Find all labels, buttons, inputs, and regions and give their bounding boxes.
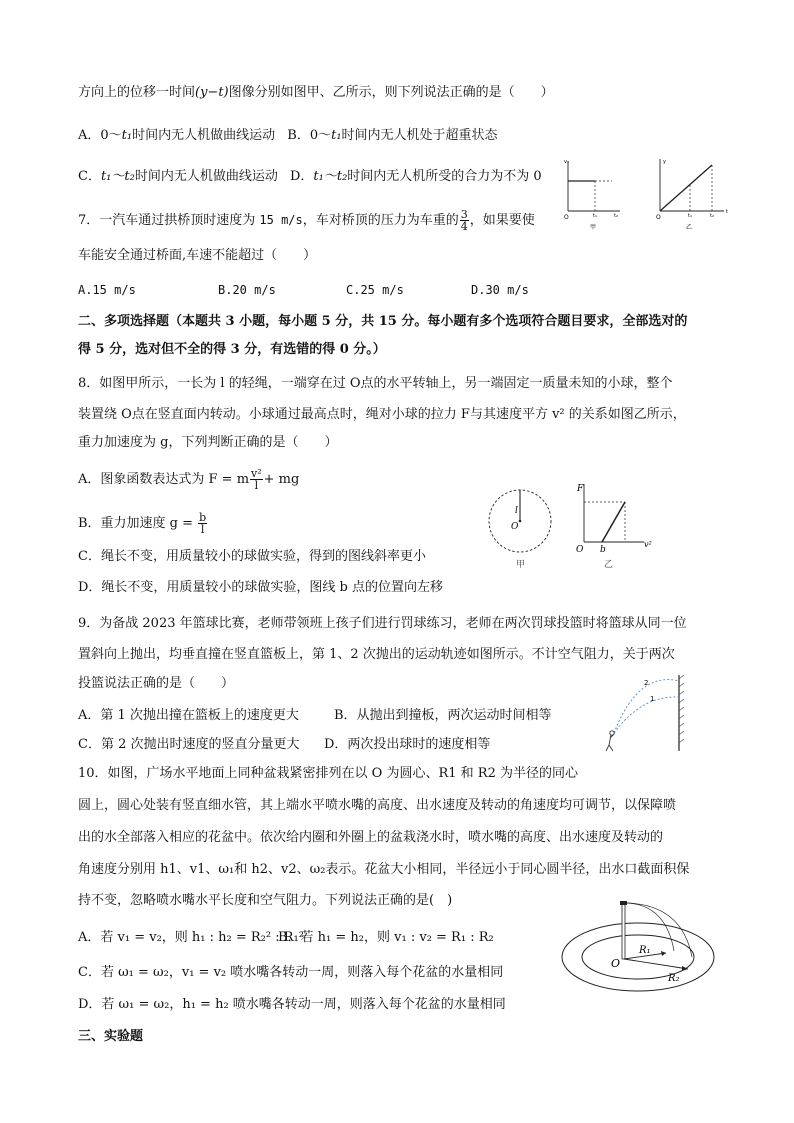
- q10-stem-5: 持不变，忽略喷水嘴水平长度和空气阻力。下列说法正确的是( ): [78, 893, 453, 908]
- q6-optB-t: t₁: [331, 128, 342, 143]
- q8-opt-b: [78, 512, 208, 535]
- q8-figures: [480, 475, 660, 575]
- svg-text:O: O: [564, 214, 569, 221]
- q10-stem-2: 圆上，圆心处装有竖直细水管，其上端水平喷水嘴的高度、出水速度及转动的角速度均可调节，以保障喷: [78, 798, 677, 813]
- q8-opt-d: D．绳长不变，用质量较小的球做实验，图线 b 点的位置向左移: [78, 580, 444, 595]
- q7-frac-den: 4: [460, 220, 468, 233]
- q8-fig-v2: v²: [644, 540, 652, 549]
- q9-figure: [600, 667, 695, 755]
- q10-opt-a: A．若 v₁ = v₂，则 h₁ : h₂ = R₂² : R₁²: [78, 930, 304, 945]
- q9-opt-a: A．第 1 次抛出撞在篮板上的速度更大: [78, 708, 299, 723]
- q6-options-ab: [78, 127, 498, 145]
- q7-speed: 15 m/s: [259, 213, 303, 227]
- q6-optD-pre: D．: [289, 169, 314, 184]
- q7-stem-b: ，车对桥顶的压力为车重的: [302, 213, 459, 228]
- q9-opt-c: C．第 2 次抛出时速度的竖直分量更大: [78, 737, 300, 752]
- q8-fig-O: O: [511, 522, 519, 532]
- q8-stem-2: 装置绕 O点在竖直面内转动。小球通过最高点时，绳对小球的拉力 F与其速度平方 v² 的关系如图乙所示，: [78, 407, 686, 422]
- q8-optB-num: b: [199, 511, 207, 524]
- q10-stem-1: 10．如图，广场水平地面上同种盆栽紧密排列在以 O 为圆心、R1 和 R2 为半径的同心: [78, 766, 578, 781]
- q6-graph-jia: [564, 159, 620, 231]
- q6-optD-t: t₁～t₂: [313, 169, 348, 184]
- q7-frac-num: 3: [460, 208, 468, 221]
- q9-stem-3: 投篮说法正确的是（ ）: [78, 676, 235, 691]
- section2-heading-2: 得 5 分，选对但不全的得 3 分，有选错的得 0 分。）: [78, 342, 386, 357]
- q6-graph-yi: [656, 159, 728, 231]
- q7-opt-c: C.25 m/s: [346, 283, 404, 297]
- q10-stem-3: 出的水全部落入相应的花盆中。依次给内圈和外圈上的盆栽浇水时，喷水嘴的高度、出水速度及转动的: [78, 830, 664, 845]
- section2-heading: 二、多项选择题（本题共 3 小题，每小题 5 分，共 15 分。每小题有多个选项符合题目要求，全部选对的: [78, 314, 688, 329]
- q8-optB-den: l: [200, 523, 205, 536]
- q6-formula: (y−t): [195, 85, 229, 100]
- q8-optA-pre: A．图象函数表达式为 F = m: [78, 472, 250, 487]
- q6-figures: [562, 155, 742, 233]
- q6-optA-pre: A．0～: [78, 128, 122, 143]
- q8-fig-F: F: [577, 484, 584, 494]
- q6-optA-t: t₁: [121, 128, 133, 143]
- q8-fig-yi-label: 乙: [604, 560, 614, 570]
- q7-stem: [78, 209, 535, 232]
- q8-fig-jia: [489, 490, 551, 570]
- q8-fig-jia-label: 甲: [516, 560, 526, 570]
- q8-optA-post: + mg: [263, 472, 300, 487]
- q6-optC-t: t₁～t₂: [100, 169, 135, 184]
- q8-optB-frac: [198, 512, 207, 535]
- q8-stem-3: 重力加速度为 g，下列判断正确的是（ ）: [78, 435, 338, 450]
- q6-stem-b: 图像分别如图甲、乙所示，则下列说法正确的是（ ）: [228, 85, 554, 100]
- q10-figure: [560, 895, 720, 995]
- q10-stem-4: 角速度分别用 h1、v1、ω₁和 h2、v2、ω₂表示。花盆大小相同，半径远小于同心圆半径，出水口截面积保: [78, 862, 690, 877]
- svg-text:y: y: [663, 159, 666, 165]
- q8-opt-c: C．绳长不变，用质量较小的球做实验，得到的图线斜率更小: [78, 549, 426, 564]
- nozzle: [620, 901, 627, 905]
- q7-stem-a: 7．一汽车通过拱桥顶时速度为: [78, 213, 260, 228]
- q8-opt-a: [78, 468, 299, 491]
- q6-optB-pre: B．0～: [287, 128, 332, 143]
- q10-fig-R1: R₁: [639, 945, 651, 956]
- section3-heading: 三、实验题: [78, 1029, 144, 1044]
- q9-trajectory-1: [614, 697, 679, 733]
- q8-fig-yi: [576, 484, 652, 570]
- q7-opt-a: A.15 m/s: [78, 283, 136, 297]
- q7-opt-d: D.30 m/s: [471, 283, 529, 297]
- q6-stem-a: 方向上的位移一时间: [78, 85, 196, 100]
- q6-optC: 时间内无人机做曲线运动: [134, 169, 278, 184]
- q6-options-cd: [78, 168, 542, 186]
- q6-optD: 时间内无人机所受的合力为不为 0: [347, 169, 542, 184]
- svg-text:vₓ: vₓ: [564, 159, 570, 165]
- q7-stem-c: ，如果要使: [469, 213, 535, 228]
- q8-optA-den: l: [254, 479, 259, 492]
- q6-optB: 时间内无人机处于超重状态: [341, 128, 498, 143]
- svg-text:t₁: t₁: [593, 213, 597, 219]
- q9-fig-2: 2: [644, 679, 649, 687]
- q8-fig-b: b: [600, 545, 606, 555]
- q6-optA: 时间内无人机做曲线运动: [132, 128, 276, 143]
- q7-fraction: [460, 209, 469, 232]
- q8-fig-O2: O: [576, 545, 584, 555]
- q10-fig-O: O: [611, 957, 621, 970]
- q7-opt-b: B.20 m/s: [218, 283, 276, 297]
- q8-stem-1: 8．如图甲所示，一长为 l 的轻绳，一端穿在过 O点的水平转轴上，另一端固定一质量未知的小球，整个: [78, 376, 673, 391]
- q6-fig-yi-label: 乙: [686, 224, 693, 231]
- q8-optA-num: v²: [251, 467, 262, 480]
- q8-optA-frac: [250, 468, 263, 491]
- q10-opt-d: D．若 ω₁ = ω₂，h₁ = h₂ 喷水嘴各转动一周，则落入每个花盆的水量相同: [78, 997, 506, 1012]
- q9-stem-2: 置斜向上抛出，均垂直撞在竖直篮板上，第 1、2 次抛出的运动轨迹如图所示。不计空气阻力，关于两次: [78, 647, 675, 662]
- q8-fig-l: l: [515, 506, 518, 516]
- svg-text:t₂: t₂: [710, 213, 714, 219]
- q10-opt-b: B．若 h₁ = h₂，则 v₁ : v₂ = R₁ : R₂: [278, 930, 494, 945]
- svg-text:t₂: t₂: [614, 213, 618, 219]
- q9-stem-1: 9．为备战 2023 年篮球比赛，老师带领班上孩子们进行罚球练习，老师在两次罚球投篮时将篮球从同一位: [78, 616, 687, 631]
- q9-opt-d: D．两次投出球时的速度相等: [324, 737, 491, 752]
- svg-text:O: O: [656, 214, 661, 221]
- q6-optC-pre: C．: [78, 169, 101, 184]
- q7-stem-2: 车能安全通过桥面,车速不能超过（ ）: [78, 248, 317, 263]
- q10-opt-c: C．若 ω₁ = ω₂，v₁ = v₂ 喷水嘴各转动一周，则落入每个花盆的水量相同: [78, 965, 504, 980]
- q9-opt-b: B．从抛出到撞板，两次运动时间相等: [334, 708, 552, 723]
- q9-trajectory-2: [614, 680, 679, 733]
- q6-stem: [78, 84, 554, 102]
- q9-fig-1: 1: [650, 695, 655, 703]
- q6-fig-jia-label: 甲: [590, 224, 597, 231]
- water-pipe: [622, 903, 625, 959]
- svg-text:t₁: t₁: [688, 213, 692, 219]
- svg-text:t: t: [726, 209, 728, 215]
- player-icon: [606, 731, 614, 751]
- q8-optB-pre: B．重力加速度 g =: [78, 516, 198, 531]
- q10-fig-R2: R₂: [668, 973, 680, 984]
